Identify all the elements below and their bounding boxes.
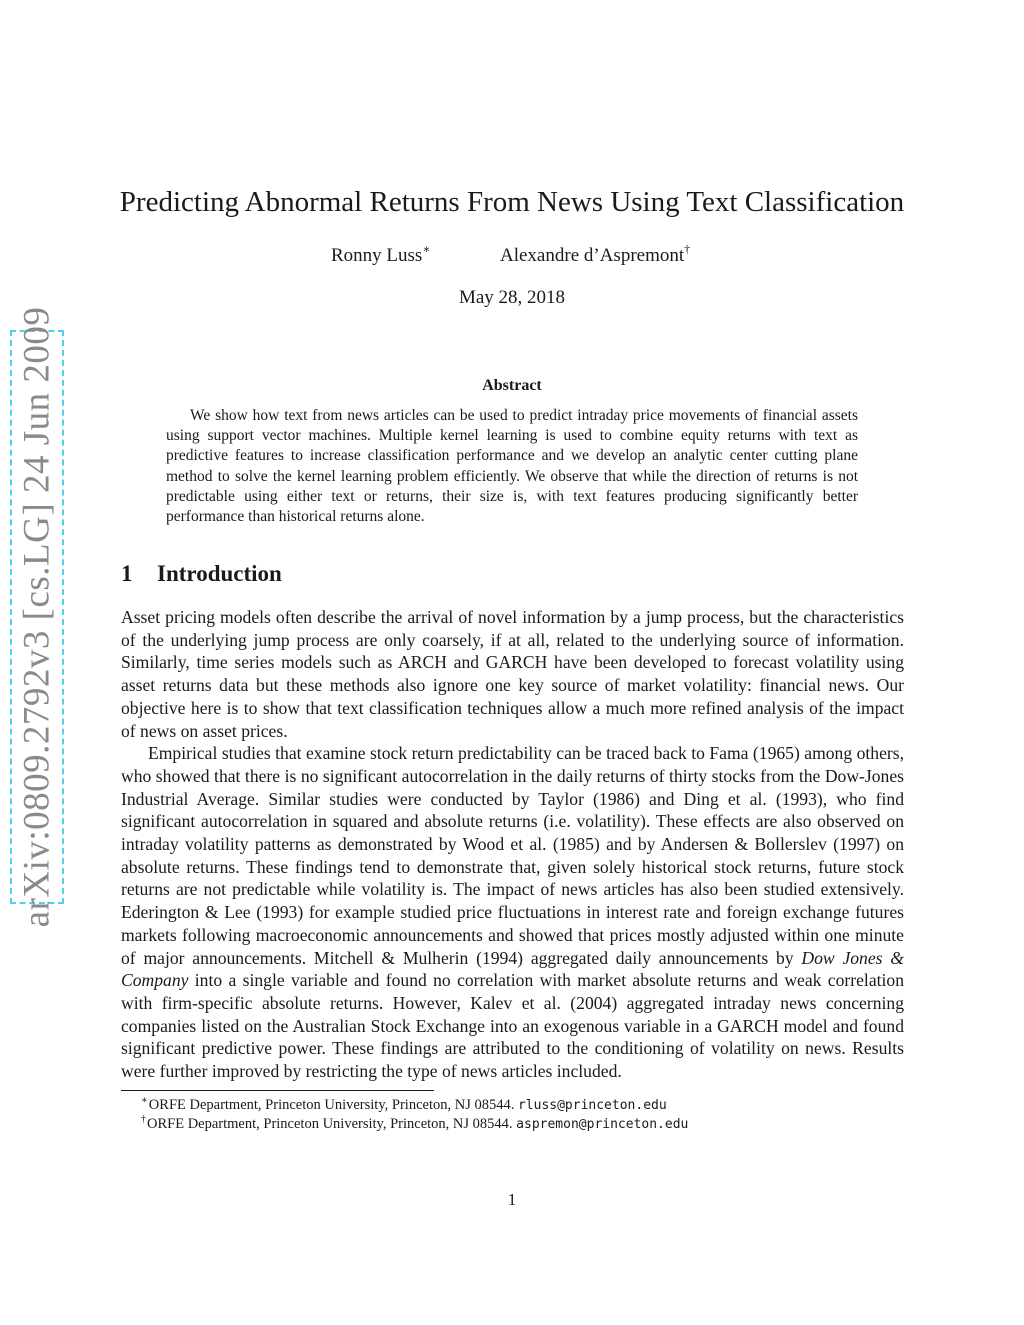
author-2-mark: † <box>684 242 691 256</box>
author-1-mark: ∗ <box>422 242 431 256</box>
footnote-1-mark: ∗ <box>141 1095 148 1106</box>
section-heading <box>121 560 282 588</box>
abstract-heading: Abstract <box>482 377 542 394</box>
arxiv-id: arXiv:0809.2792v3 [cs.LG] 24 Jun 2009 <box>16 306 58 928</box>
footnote-1-text: ORFE Department, Princeton University, Princeton, NJ 08544. <box>148 1097 518 1113</box>
author-2 <box>500 244 690 268</box>
paragraph-2-text-before: Empirical studies that examine stock return predictability can be traced back to Fama (1965) among others, who showed that there is no significant autocorrelation in the daily returns of thirty stocks from the Dow-Jones Industrial Average. Similar studies were conducted by Taylor (1986) and Ding et al. (1993), who find significant autocorrelation in squared and absolute returns (i.e. volatility). These effects are also observed on intraday volatility patterns as demonstrated by Wood et al. (1985) and by Andersen & Bollerslev (1997) on absolute returns. These findings tend to demonstrate that, given solely historical stock returns, future stock returns are not predictable while volatility is. The impact of news articles has also been studied extensively. Ederington & Lee (1993) for example studied price fluctuations in interest rate and foreign exchange futures markets following macroeconomic announcements and showed that prices mostly adjusted within one minute of major announcements. Mitchell & Mulherin (1994) aggregated daily announcements by <box>121 743 904 968</box>
footnote-2-email[interactable]: aspremon@princeton.edu <box>516 1117 689 1132</box>
abstract-text: We show how text from news articles can be used to predict intraday price movements of financial assets using support vector machines. Multiple kernel learning is used to combine equity returns with text as predictive features to increase classification performance and we develop an analytic center cutting plane method to solve the kernel learning problem efficiently. We observe that while the direction of returns is not predictable using either text or returns, their size is, with text features producing significantly better performance than historical returns alone. <box>166 407 858 526</box>
author-1-name: Ronny Luss <box>331 245 423 266</box>
paragraph-1: Asset pricing models often describe the arrival of novel information by a jump process, but the characteristics of the underlying jump process are only coarsely, if at all, related to the underlying source of information. Similarly, time series models such as ARCH and GARCH have been developed to forecast volatility using asset returns data but these methods also ignore one key source of market volatility: financial news. Our objective here is to show that text classification techniques allow a much more refined analysis of the impact of news on asset prices. <box>121 607 904 741</box>
arxiv-stamp <box>10 306 64 928</box>
section-body <box>121 606 904 1083</box>
footnote-divider <box>121 1090 434 1091</box>
section-title: Introduction <box>157 561 282 586</box>
footnote-2 <box>141 1115 688 1134</box>
page-number: 1 <box>507 1190 517 1209</box>
footnote-1 <box>141 1096 667 1115</box>
paper-title: Predicting Abnormal Returns From News Using Text Classification <box>119 186 905 218</box>
footnote-1-email[interactable]: rluss@princeton.edu <box>517 1098 667 1113</box>
paragraph-2-emphasis: Dow Jones & Company <box>121 947 904 991</box>
paper-date: May 28, 2018 <box>458 287 566 308</box>
paragraph-2-text-after: into a single variable and found no correlation with market absolute returns and weak correlation with firm-specific absolute returns. However, Kalev et al. (2004) aggregated intraday news concerning companies listed on the Australian Stock Exchange into an exogenous variable in a GARCH model and found significant predictive power. These findings are attributed to the conditioning of volatility on news. Results were further improved by restricting the type of news articles included. <box>121 970 904 1082</box>
author-2-name: Alexandre d’Aspremont <box>500 245 685 266</box>
footnote-2-mark: † <box>141 1114 146 1125</box>
paragraph-2 <box>121 742 904 1083</box>
author-1 <box>331 244 430 268</box>
footnote-2-text: ORFE Department, Princeton University, Princeton, NJ 08544. <box>147 1116 517 1132</box>
section-number: 1 <box>121 561 133 586</box>
